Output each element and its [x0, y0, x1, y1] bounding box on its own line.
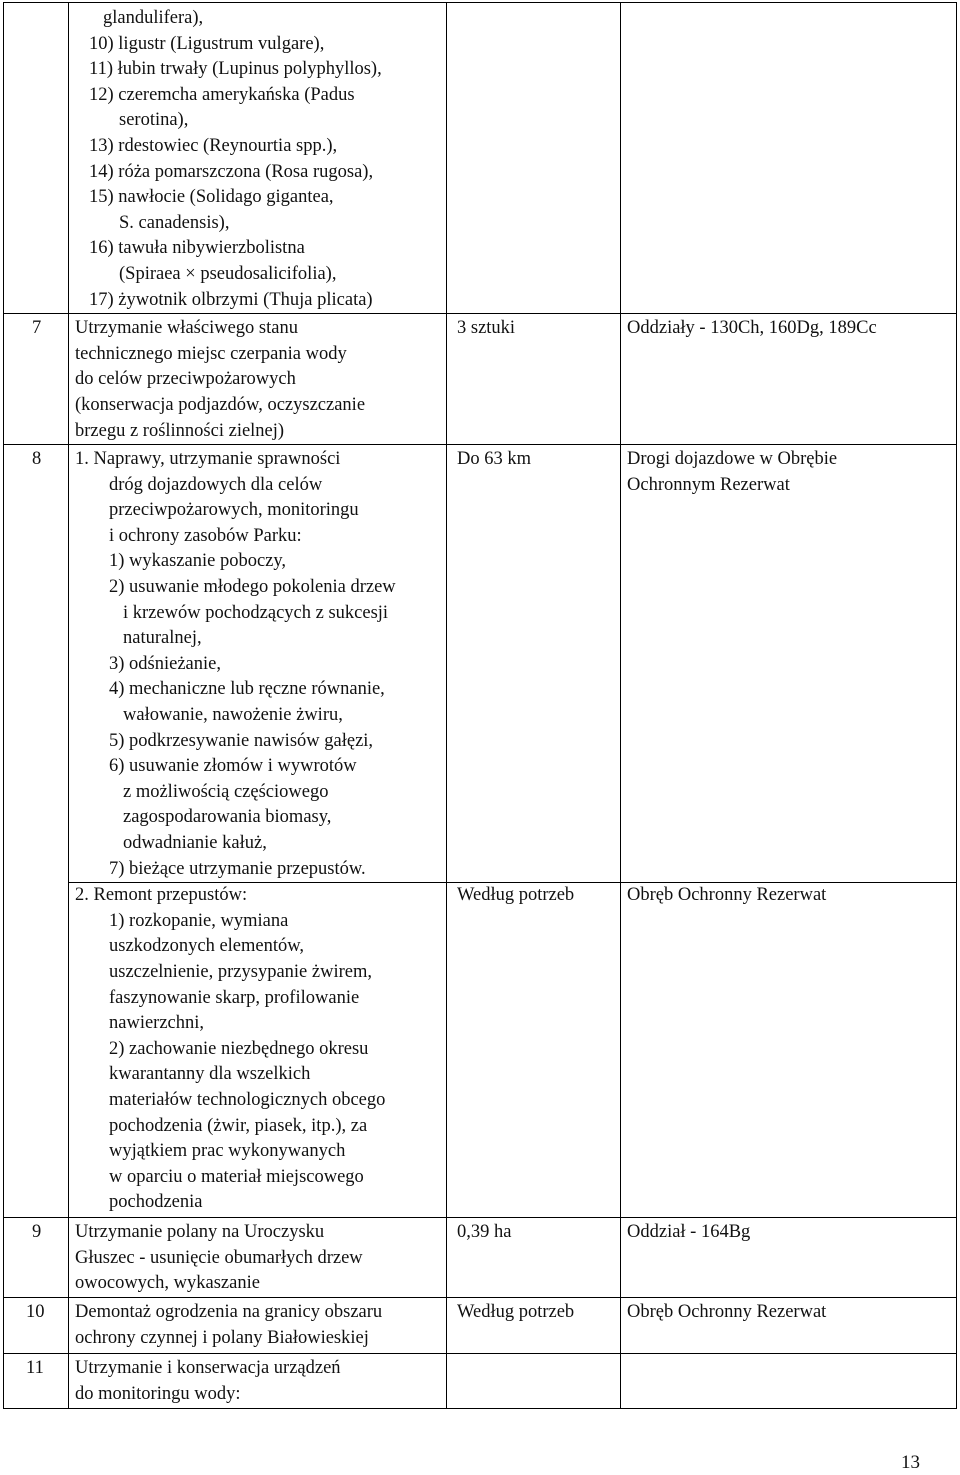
list-line: 13) rdestowiec (Reynourtia spp.), — [89, 135, 338, 156]
description-line: (konserwacja podjazdów, oczyszczanie — [75, 394, 366, 415]
description-line: przeciwpożarowych, monitoringu — [109, 500, 359, 521]
description-line: do celów przeciwpożarowych — [75, 369, 296, 390]
description-line: Utrzymanie polany na Uroczysku — [75, 1222, 325, 1243]
description-line: ochrony czynnej i polany Białowieskiej — [75, 1327, 369, 1348]
description-cell — [69, 1298, 447, 1354]
list-line: (Spiraea × pseudosalicifolia), — [119, 263, 337, 284]
description-line: Utrzymanie właściwego stanu — [75, 318, 298, 339]
quantity-cell — [447, 883, 621, 1218]
description-line: naturalnej, — [123, 628, 202, 649]
quantity-cell — [447, 3, 621, 314]
table-row — [4, 445, 957, 883]
quantity-text: 3 sztuki — [457, 318, 516, 339]
description-cell — [69, 3, 447, 314]
description-line: pochodzenia (żwir, piasek, itp.), za — [109, 1115, 368, 1136]
description-line: 4) mechaniczne lub ręczne równanie, — [109, 679, 385, 700]
description-line: kwarantanny dla wszelkich — [109, 1064, 311, 1085]
description-line: dróg dojazdowych dla celów — [109, 474, 323, 495]
description-line: faszynowanie skarp, profilowanie — [109, 987, 360, 1008]
description-line: uszczelnienie, przysypanie żwirem, — [109, 961, 372, 982]
list-line: 10) ligustr (Ligustrum vulgare), — [89, 33, 325, 54]
description-line: do monitoringu wody: — [75, 1383, 241, 1404]
description-line: 7) bieżące utrzymanie przepustów. — [109, 858, 366, 879]
list-line: 11) łubin trwały (Lupinus polyphyllos), — [89, 59, 382, 80]
description-line: owocowych, wykaszanie — [75, 1273, 260, 1294]
quantity-cell — [447, 445, 621, 883]
description-line: Głuszec - usunięcie obumarłych drzew — [75, 1247, 363, 1268]
list-line: 14) róża pomarszczona (Rosa rugosa), — [89, 161, 374, 182]
quantity-cell — [447, 314, 621, 445]
list-line: S. canadensis), — [119, 212, 230, 233]
location-line: Drogi dojazdowe w Obrębie — [627, 449, 838, 470]
description-line: brzegu z roślinności zielnej) — [75, 420, 285, 441]
description-line: Utrzymanie i konserwacja urządzeń — [75, 1358, 341, 1379]
list-line: serotina), — [119, 110, 189, 131]
description-line: 1. Naprawy, utrzymanie sprawności — [75, 449, 341, 470]
row-number-cell: 11 — [4, 1354, 69, 1409]
quantity-cell — [447, 1218, 621, 1298]
row-number-cell: 7 — [4, 314, 69, 445]
row-number-cell: 10 — [4, 1298, 69, 1354]
table-row — [4, 314, 957, 445]
description-line: 2) zachowanie niezbędnego okresu — [109, 1038, 369, 1059]
list-line: 12) czeremcha amerykańska (Padus — [89, 84, 355, 105]
description-line: zagospodarowania biomasy, — [123, 807, 332, 828]
location-cell — [621, 3, 957, 314]
location-cell — [621, 1354, 957, 1409]
description-cell — [69, 883, 447, 1218]
table-row — [4, 3, 957, 314]
list-line: 17) żywotnik olbrzymi (Thuja plicata) — [89, 289, 373, 310]
location-line: Ochronnym Rezerwat — [627, 474, 790, 495]
description-cell — [69, 1354, 447, 1409]
description-line: i ochrony zasobów Parku: — [109, 525, 302, 546]
location-cell — [621, 445, 957, 883]
quantity-text: Według potrzeb — [457, 885, 575, 906]
quantity-text: 0,39 ha — [457, 1222, 512, 1243]
description-line: wyjątkiem prac wykonywanych — [109, 1141, 346, 1162]
location-line: Obręb Ochronny Rezerwat — [627, 1302, 827, 1323]
page-number: 13 — [901, 1452, 920, 1473]
location-line: Oddziały - 130Ch, 160Dg, 189Cc — [627, 318, 877, 339]
description-line: materiałów technologicznych obcego — [109, 1089, 386, 1110]
table-row — [4, 1354, 957, 1409]
description-line: uszkodzonych elementów, — [109, 936, 305, 957]
quantity-text: Według potrzeb — [457, 1302, 575, 1323]
description-line: 3) odśnieżanie, — [109, 653, 221, 674]
description-line: 1) rozkopanie, wymiana — [109, 910, 289, 931]
description-line: 2) usuwanie młodego pokolenia drzew — [109, 577, 396, 598]
table-row — [4, 1218, 957, 1298]
description-line: 5) podkrzesywanie nawisów gałęzi, — [109, 730, 374, 751]
description-cell — [69, 314, 447, 445]
description-line: technicznego miejsc czerpania wody — [75, 343, 347, 364]
description-cell — [69, 1218, 447, 1298]
table-row — [4, 883, 957, 1218]
row-number-cell: 9 — [4, 1218, 69, 1298]
description-line: nawierzchni, — [109, 1013, 205, 1034]
description-line: 2. Remont przepustów: — [75, 885, 248, 906]
description-line: i krzewów pochodzących z sukcesji — [123, 602, 389, 623]
description-line: wałowanie, nawożenie żwiru, — [123, 705, 343, 726]
quantity-text: Do 63 km — [457, 449, 531, 470]
description-line: z możliwością częściowego — [123, 781, 329, 802]
list-line: 16) tawuła nibywierzbolistna — [89, 238, 305, 259]
description-line: odwadnianie kałuż, — [123, 833, 267, 853]
list-line: glandulifera), — [103, 8, 204, 28]
row-number-cell: 8 — [4, 445, 69, 1218]
row-number-cell — [4, 3, 69, 314]
description-line: w oparciu o materiał miejscowego — [109, 1166, 364, 1187]
quantity-cell — [447, 1354, 621, 1409]
description-line: Demontaż ogrodzenia na granicy obszaru — [75, 1302, 383, 1323]
quantity-cell — [447, 1298, 621, 1354]
works-table — [3, 2, 957, 1409]
table-row — [4, 1298, 957, 1354]
location-cell — [621, 314, 957, 445]
description-line: pochodzenia — [109, 1192, 203, 1213]
location-line: Oddział - 164Bg — [627, 1222, 751, 1243]
location-line: Obręb Ochronny Rezerwat — [627, 885, 827, 906]
description-line: 6) usuwanie złomów i wywrotów — [109, 756, 357, 777]
location-cell — [621, 1298, 957, 1354]
description-cell — [69, 445, 447, 883]
location-cell — [621, 883, 957, 1218]
list-line: 15) nawłocie (Solidago gigantea, — [89, 187, 334, 208]
location-cell — [621, 1218, 957, 1298]
description-line: 1) wykaszanie poboczy, — [109, 551, 287, 572]
